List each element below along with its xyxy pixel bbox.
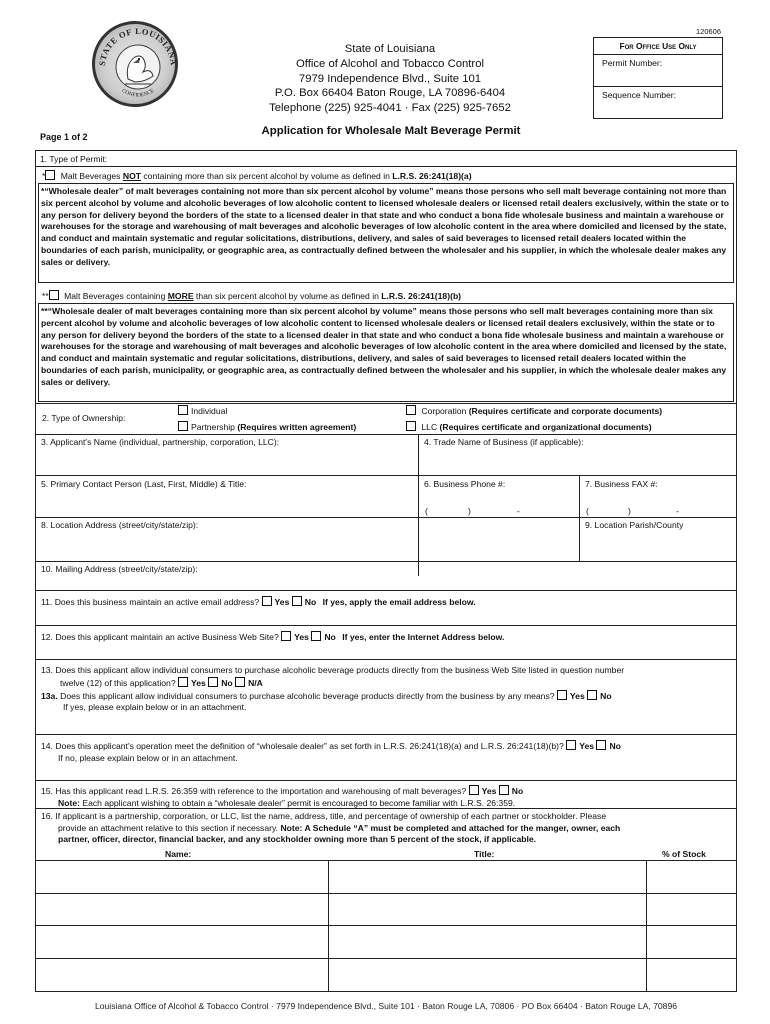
q7-fax-paren-close: ) — [628, 506, 631, 516]
q10-mailing-address-field[interactable] — [36, 562, 736, 590]
q12-row — [41, 631, 504, 642]
header-line-phone: Telephone (225) 925-4041 · Fax (225) 925-7652 — [269, 102, 511, 115]
permit-number-label: Permit Number: — [602, 58, 663, 68]
q14-no-label: No — [609, 741, 621, 751]
q6-phone-paren-close: ) — [468, 506, 471, 516]
state-seal — [92, 21, 178, 107]
partnership-label: Partnership — [191, 422, 238, 432]
page-indicator: Page 1 of 2 — [40, 132, 88, 142]
office-use-box — [593, 37, 723, 119]
office-use-heading: For Office Use Only — [594, 38, 722, 55]
q8-location-address-field[interactable] — [36, 518, 579, 560]
owner-row-1-title[interactable] — [329, 861, 646, 893]
sequence-number-label: Sequence Number: — [602, 90, 677, 100]
q7-fax-dash: - — [676, 506, 679, 516]
q11-no-checkbox[interactable] — [292, 596, 302, 606]
q12-yes-checkbox[interactable] — [281, 631, 291, 641]
q11-text: 11. Does this business maintain an active email address? — [41, 597, 260, 607]
q13-yes-checkbox[interactable] — [178, 677, 188, 687]
llc-note: (Requires certificate and organizational documents) — [439, 422, 652, 432]
owner-row-4-title[interactable] — [329, 959, 646, 991]
q1-option-not[interactable] — [42, 170, 472, 181]
q5-label: 5. Primary Contact Person (Last, First, Middle) & Title: — [41, 479, 247, 489]
owner-row-2-title[interactable] — [329, 894, 646, 925]
q14-explain-input[interactable] — [36, 765, 736, 780]
pelican-seal-icon — [95, 24, 181, 110]
q1-opt1-marker: * — [42, 171, 46, 181]
form-number: 120606 — [696, 27, 722, 36]
q7-label: 7. Business FAX #: — [585, 479, 658, 489]
q14-text: 14. Does this applicant's operation meet the definition of “wholesale dealer” as set forth in L.R.S. 26:241(18)(a) and L.R.S. 26:241(18)(b)? — [41, 741, 564, 751]
header-line-office: Office of Alcohol and Tobacco Control — [296, 57, 484, 70]
q12-text: 12. Does this applicant maintain an active Business Web Site? — [41, 632, 279, 642]
q12-no-label: No — [324, 632, 336, 642]
q15-no-checkbox[interactable] — [499, 785, 509, 795]
q4-label: 4. Trade Name of Business (if applicable): — [424, 437, 584, 447]
page-footer: Louisiana Office of Alcohol & Tobacco Control · 7979 Independence Blvd., Suite 101 · Baton Rouge LA, 70806 · PO Box 66404 · Baton Rouge LA, 70896 — [94, 1001, 678, 1011]
q2-label: 2. Type of Ownership: — [42, 413, 126, 423]
q1-option-more[interactable] — [42, 290, 461, 301]
header-line-pobox: P.O. Box 66404 Baton Rouge, LA 70896-6404 — [274, 87, 506, 100]
q16-line2b: Note: A Schedule “A” must be completed and attached for the manger, owner, each — [280, 822, 621, 833]
q3-label: 3. Applicant's Name (individual, partnership, corporation, LLC): — [41, 437, 280, 447]
q1-opt1-pre: Malt Beverages — [60, 171, 123, 181]
q1-opt2-checkbox[interactable] — [49, 290, 59, 300]
owner-row-2-stock[interactable] — [647, 894, 736, 925]
q11-note: If yes, apply the email address below. — [322, 597, 476, 607]
q13-no-checkbox[interactable] — [208, 677, 218, 687]
llc-label: LLC — [421, 422, 440, 432]
owner-row-4-name[interactable] — [36, 959, 328, 991]
q9-label: 9. Location Parish/County — [585, 520, 684, 530]
q13-text: 13. Does this applicant allow individual consumers to purchase alcoholic beverage products directly from the business Web Site listed in question number — [41, 665, 625, 675]
form-title: Application for Wholesale Malt Beverage Permit — [261, 125, 521, 137]
owner-row-3-title[interactable] — [329, 926, 646, 958]
individual-checkbox[interactable] — [178, 405, 188, 415]
q8-label: 8. Location Address (street/city/state/zip): — [41, 520, 199, 530]
q6-phone-paren-open: ( — [425, 506, 428, 516]
q1-opt1-post: containing more than six percent alcohol by volume as defined in — [141, 171, 393, 181]
q13a-text: Does this applicant allow individual consumers to purchase alcoholic beverage products directly from the business by any means? — [60, 690, 555, 701]
q16-line2a: provide an attachment relative to this section if necessary. — [58, 822, 281, 833]
q3-applicant-name-field[interactable] — [36, 435, 418, 475]
owner-row-3-stock[interactable] — [647, 926, 736, 958]
q15-note: Each applicant wishing to obtain a “wholesale dealer” permit is encouraged to become familiar with L.R.S. 26:359. — [79, 797, 516, 808]
q12-website-input[interactable] — [36, 644, 736, 659]
owner-row-1-stock[interactable] — [647, 861, 736, 893]
q14-yes-checkbox[interactable] — [566, 740, 576, 750]
q11-yes-label: Yes — [274, 597, 290, 607]
q2-individual[interactable] — [178, 405, 227, 416]
q1-opt1-em: NOT — [122, 171, 141, 181]
q2-corporation[interactable] — [406, 405, 662, 416]
q13a-yes-checkbox[interactable] — [557, 690, 567, 700]
q15-yes-checkbox[interactable] — [469, 785, 479, 795]
owner-row-4-stock[interactable] — [647, 959, 736, 991]
sequence-number-field[interactable] — [594, 87, 722, 119]
q13-text2: twelve (12) of this application? — [60, 677, 176, 688]
permit-number-field[interactable] — [594, 55, 722, 87]
q1-opt2-pre: Malt Beverages containing — [64, 291, 168, 301]
col-name-header: Name: — [165, 849, 192, 859]
q1-opt2-em: MORE — [167, 291, 194, 301]
seal-top-text: STATE OF LOUISIANA — [96, 25, 180, 67]
q4-trade-name-field[interactable] — [419, 435, 736, 475]
llc-checkbox[interactable] — [406, 421, 416, 431]
q15-text: 15. Has this applicant read L.R.S. 26:359 with reference to the importation and warehousing of malt beverages? — [41, 786, 467, 796]
q13-no-label: No — [221, 677, 233, 688]
corporation-label: Corporation — [421, 406, 469, 416]
partnership-note: (Requires written agreement) — [237, 422, 357, 432]
q12-note: If yes, enter the Internet Address below. — [342, 632, 505, 642]
q12-yes-label: Yes — [294, 632, 309, 642]
q15-yes-label: Yes — [481, 786, 497, 796]
q13-na-label: N/A — [248, 677, 263, 688]
q1-definition-1: *“Wholesale dealer” of malt beverages containing not more than six percent alcohol by volume” means those persons who sell malt beverage containing not more than six percent alcohol by volume and alcoholic beverages of low alcoholic content to licensed wholesale dealers or licensed retail dealers exclusively, within the state or to any person for delivery beyond the borders of the state to a licensed dealer in that state and who conduct a bona fide wholesale business and maintain a warehouse or warehouses for the storage and warehousing of malt beverages and alcoholic beverages of low alcoholic content in the area where domiciled and licensed by the state, and conduct and maintain systematic and regular solicitations, distributions, delivery, and sales of said beverages to licensed retail dealers located within the boundaries of each parish, municipality, or geographic area, as contractually defined between the wholesaler and his supplier, in which the wholesale dealer makes any sales or delivery. — [41, 186, 730, 267]
q2-partnership[interactable] — [178, 421, 356, 432]
q16-line1: 16. If applicant is a partnership, corporation, or LLC, list the name, address, title, and percentage of ownership of each partner or stockholder. Please — [41, 811, 607, 821]
q13a-text2: If yes, please explain below or in an attachment. — [63, 702, 247, 713]
owner-row-3-name[interactable] — [36, 926, 328, 958]
seal-bottom-text: CONFIDENCE — [120, 87, 156, 99]
q6-phone-field[interactable] — [419, 476, 579, 516]
partnership-checkbox[interactable] — [178, 421, 188, 431]
q13a-num: 13a. — [41, 690, 58, 701]
header-line-state: State of Louisiana — [344, 43, 436, 55]
col-stock-header: % of Stock — [662, 849, 706, 859]
q7-fax-field[interactable] — [580, 476, 736, 516]
individual-label: Individual — [191, 406, 228, 416]
q13-na-checkbox[interactable] — [235, 677, 245, 687]
q11-email-input[interactable] — [36, 609, 736, 625]
q13a-no-checkbox[interactable] — [587, 690, 597, 700]
q1-opt1-ref: L.R.S. 26:241(18)(a) — [392, 171, 472, 181]
q14-no-checkbox[interactable] — [596, 740, 606, 750]
q11-no-label: No — [304, 597, 317, 607]
q1-definition-2: **“Wholesale dealer of malt beverages containing more than six percent alcohol by volume” means those persons who sell malt beverages containing more than six percent alcohol by volume and alcoholic beverages of low alcoholic content to licensed wholesale dealers or licensed retail dealers exclusively, within the state or to any person for delivery beyond the borders of the state to a licensed dealer in that state and who conduct a bona fide wholesale business and maintain a warehouse or warehouses for the storage and warehousing of malt beverages and alcoholic beverages of low alcoholic content in the area where domiciled and licensed by the state, and conduct and maintain systematic and regular solicitations, distributions, delivery, and sales of said beverages to licensed retail dealers located within the boundaries of each parish, municipality, or geographic area, as contractually defined between the wholesaler and his supplier, in which the wholesale dealer makes any sales or delivery. — [41, 306, 727, 387]
q13a-yes-label: Yes — [569, 690, 585, 701]
q6-phone-dash: - — [517, 506, 520, 516]
q15-note-label: Note: — [58, 797, 80, 808]
q14-text2: If no, please explain below or in an attachment. — [58, 752, 238, 763]
q14-yes-label: Yes — [579, 741, 595, 751]
q1-opt2-post: than six percent alcohol by volume as defined in — [193, 291, 382, 301]
q1-opt2-ref: L.R.S. 26:241(18)(b) — [381, 291, 462, 301]
col-title-header: Title: — [474, 849, 495, 859]
q11-yes-checkbox[interactable] — [262, 596, 272, 606]
q2-llc[interactable] — [406, 421, 652, 432]
q11-row — [41, 596, 476, 607]
q16-line3: partner, officer, director, financial backer, and any stockholder owning more than 5 percent of the stock, if applicable. — [58, 834, 537, 845]
q13a-explain-input[interactable] — [36, 716, 736, 734]
header-line-street: 7979 Independence Blvd., Suite 101 — [298, 72, 482, 85]
q5-contact-field[interactable] — [36, 476, 418, 516]
corporation-checkbox[interactable] — [406, 405, 416, 415]
corporation-note: (Requires certificate and corporate documents) — [468, 406, 663, 416]
q13-yes-label: Yes — [191, 677, 206, 688]
q9-parish-field[interactable] — [580, 518, 736, 560]
q1-label: 1. Type of Permit: — [40, 154, 108, 164]
owner-row-1-name[interactable] — [36, 861, 328, 893]
q7-fax-paren-open: ( — [586, 506, 589, 516]
owner-row-2-name[interactable] — [36, 894, 328, 925]
q13a-no-label: No — [600, 690, 612, 701]
q1-opt2-marker: ** — [42, 291, 49, 301]
q10-label: 10. Mailing Address (street/city/state/zip): — [41, 564, 198, 574]
q6-label: 6. Business Phone #: — [424, 479, 506, 489]
q12-no-checkbox[interactable] — [311, 631, 321, 641]
q1-opt1-checkbox[interactable] — [45, 170, 55, 180]
q15-no-label: No — [511, 786, 524, 796]
